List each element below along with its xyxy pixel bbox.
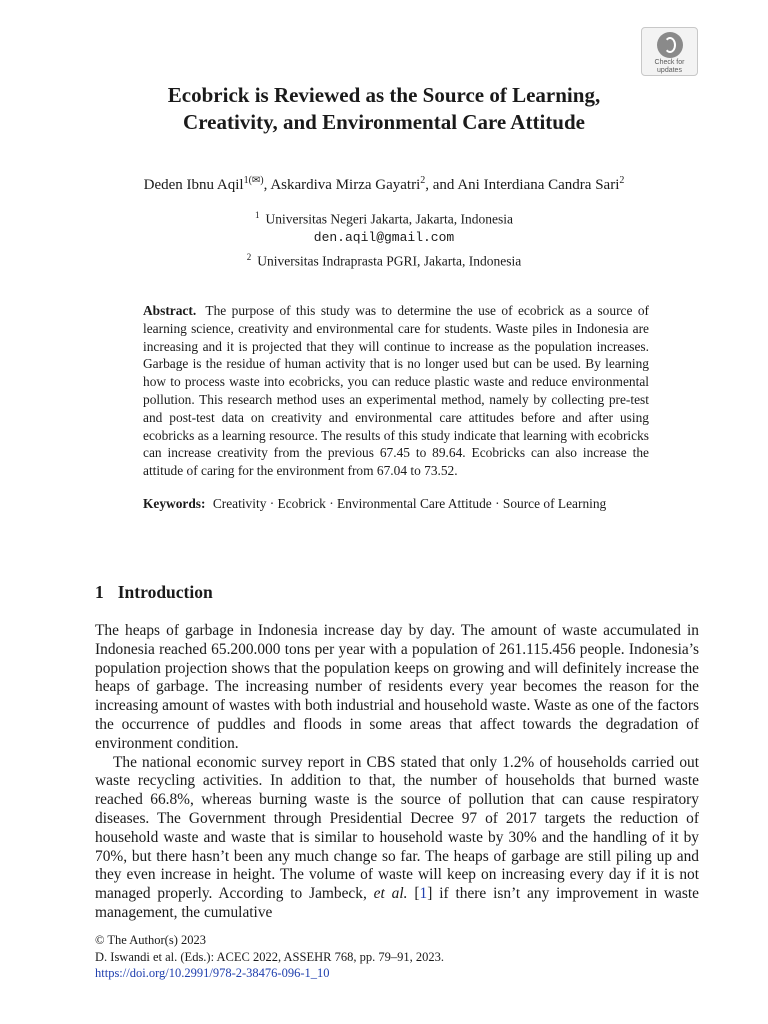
copyright: © The Author(s) 2023: [95, 933, 206, 947]
affiliation-1: [0, 206, 768, 229]
affiliation-1-text: Universitas Negeri Jakarta, Jakarta, Indonesia: [265, 211, 513, 227]
author-1-affiliation: 1(✉): [243, 175, 264, 186]
paper-title: [0, 82, 768, 136]
affiliation-2-text: Universitas Indraprasta PGRI, Jakarta, Indonesia: [257, 253, 522, 268]
title-line-1: Ecobrick is Reviewed as the Source of Learning,: [167, 83, 601, 107]
keywords-label: Keywords:: [143, 495, 206, 511]
citation-link-1[interactable]: 1: [419, 885, 428, 903]
affiliation-1-number: 1: [255, 210, 260, 220]
abstract-text: The purpose of this study was to determine the use of ecobrick as a source of learning science, creativity and environmental care for students. Waste piles in Indonesia are increasing and it is projected that they will continue to increase as the population increases. Garbage is the residue of human activity that is no longer used but can be used. By learning how to process waste into ecobricks, you can reduce plastic waste and reduce environmental pollution. This research method uses an experimental method, namely by collecting pre-test and post-test data on creativity and environmental care attitudes before and after using ecobricks as a learning resource. The results of this study indicate that learning with ecobricks can increase creativity from the previous 67.45 to 89.64. Ecobricks can also increase the attitude of caring for the environment from 67.04 to 73.52.: [143, 303, 650, 479]
check-for-updates-badge[interactable]: [641, 27, 698, 76]
section-heading: [95, 581, 213, 603]
abstract-block: [143, 302, 649, 513]
author-list: [0, 171, 768, 195]
cite-open: [: [407, 885, 420, 903]
badge-line-2: updates: [657, 67, 682, 74]
author-3: , and Ani Interdiana Candra Sari: [425, 177, 620, 193]
author-2: , Askardiva Mirza Gayatri: [263, 177, 421, 193]
paragraph-2-end: if there isn’t any improvement in waste management, the cumulative: [95, 885, 699, 921]
author-email: den.aqil@gmail.com: [313, 230, 455, 245]
author-1: Deden Ibnu Aqil: [143, 177, 244, 193]
paragraph-2-text: The national economic survey report in CBS stated that only 1.2% of households carried out waste recycling activities. In addition to that, the number of households that burned waste reached 66.8%, whereas burning waste is the source of pollution that can cause respiratory diseases. The Government through Presidential Decree 97 of 2017 targets the reduction of household waste and waste that is similar to household waste by 30% and the handling of it by 70%, but there hasn’t been any much change so far. The heaps of garbage are still piling up and they even increase in height. The volume of waste will keep on increasing every day if it is not managed properly. According to Jambeck,: [95, 753, 699, 903]
body-text: [95, 622, 699, 923]
footer: [95, 932, 444, 982]
section-title: Introduction: [117, 582, 213, 602]
keywords: [143, 495, 649, 513]
citation-info: D. Iswandi et al. (Eds.): ACEC 2022, ASSEHR 768, pp. 79–91, 2023.: [95, 949, 444, 964]
affiliation-2-number: 2: [246, 251, 252, 262]
badge-text: [642, 59, 697, 75]
author-3-affiliation: 2: [619, 175, 625, 186]
abstract: [143, 302, 649, 480]
affiliations: [0, 206, 768, 271]
author-2-affiliation: 2: [420, 175, 426, 186]
paragraph-2: [95, 754, 699, 923]
doi-link[interactable]: https://doi.org/10.2991/978-2-38476-096-1_10: [95, 966, 330, 980]
crossmark-icon: [657, 32, 683, 58]
paragraph-1: The heaps of garbage in Indonesia increase day by day. The amount of waste accumulated in Indonesia reached 65.200.000 tons per year with a population of 261.115.456 people. Indonesia’s population projection shows that the population keeps on growing and will definitely increase the heaps of garbage. The increasing number of residents every year becomes the reason for the increasing amount of wastes with both industrial and household waste. Waste as one of the factors the occurrence of puddles and floods in some areas that affect towards the degradation of environment condition.: [95, 622, 699, 752]
section-number: 1: [95, 582, 104, 602]
title-line-2: Creativity, and Environmental Care Attitude: [183, 110, 585, 134]
keywords-text: Creativity · Ecobrick · Environmental Care Attitude · Source of Learning: [212, 495, 607, 511]
affiliation-2: [0, 248, 768, 271]
cite-close: ]: [427, 885, 433, 903]
badge-line-1: Check for: [654, 59, 685, 66]
et-al: et al.: [373, 885, 408, 903]
abstract-label: Abstract.: [143, 303, 197, 318]
